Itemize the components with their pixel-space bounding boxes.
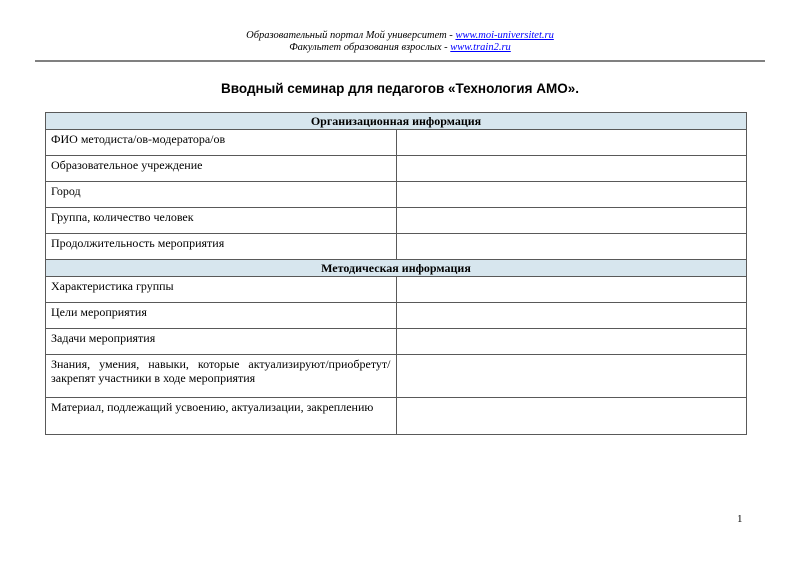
section-header-row bbox=[46, 260, 747, 277]
seminar-info-table bbox=[45, 112, 747, 435]
row-value-cell bbox=[396, 208, 747, 234]
row-label: Задачи мероприятия bbox=[46, 329, 397, 355]
document-title: Вводный семинар для педагогов «Технология АМО». bbox=[221, 81, 579, 96]
section-header-org: Организационная информация bbox=[46, 113, 747, 130]
row-value-cell bbox=[396, 130, 747, 156]
row-value-cell bbox=[396, 277, 747, 303]
row-value-cell bbox=[396, 303, 747, 329]
table-row bbox=[46, 130, 747, 156]
header-line-2 bbox=[0, 42, 800, 54]
table-row bbox=[46, 156, 747, 182]
row-label: Характеристика группы bbox=[46, 277, 397, 303]
table-row bbox=[46, 234, 747, 260]
table-row bbox=[46, 329, 747, 355]
row-value-cell bbox=[396, 355, 747, 398]
section-header-row bbox=[46, 113, 747, 130]
row-value-cell bbox=[396, 234, 747, 260]
row-label: Материал, подлежащий усвоению, актуализации, закреплению bbox=[46, 398, 397, 435]
section-header-method: Методическая информация bbox=[46, 260, 747, 277]
row-label: Цели мероприятия bbox=[46, 303, 397, 329]
row-label: Знания, умения, навыки, которые актуализируют/приобретут/закрепят участники в ходе мероприятия bbox=[46, 355, 397, 398]
row-value-cell bbox=[396, 398, 747, 435]
row-value-cell bbox=[396, 182, 747, 208]
row-value-cell bbox=[396, 156, 747, 182]
table-row bbox=[46, 208, 747, 234]
row-label: ФИО методиста/ов-модератора/ов bbox=[46, 130, 397, 156]
row-label: Группа, количество человек bbox=[46, 208, 397, 234]
header-divider-rule bbox=[35, 60, 765, 62]
row-value-cell bbox=[396, 329, 747, 355]
table-row bbox=[46, 355, 747, 398]
row-label: Город bbox=[46, 182, 397, 208]
header-line-1 bbox=[0, 30, 800, 42]
header-portal-text: Образовательный портал Мой университет - bbox=[246, 30, 456, 41]
table-row bbox=[46, 277, 747, 303]
portal-link[interactable]: www.moi-universitet.ru bbox=[455, 30, 554, 41]
table-row bbox=[46, 182, 747, 208]
page-number: 1 bbox=[737, 513, 743, 525]
header-faculty-text: Факультет образования взрослых - bbox=[289, 41, 451, 53]
row-label: Образовательное учреждение bbox=[46, 156, 397, 182]
table-row bbox=[46, 303, 747, 329]
faculty-link[interactable]: www.train2.ru bbox=[450, 41, 511, 53]
table-row bbox=[46, 398, 747, 435]
document-header bbox=[0, 0, 800, 53]
row-label: Продолжительность мероприятия bbox=[46, 234, 397, 260]
